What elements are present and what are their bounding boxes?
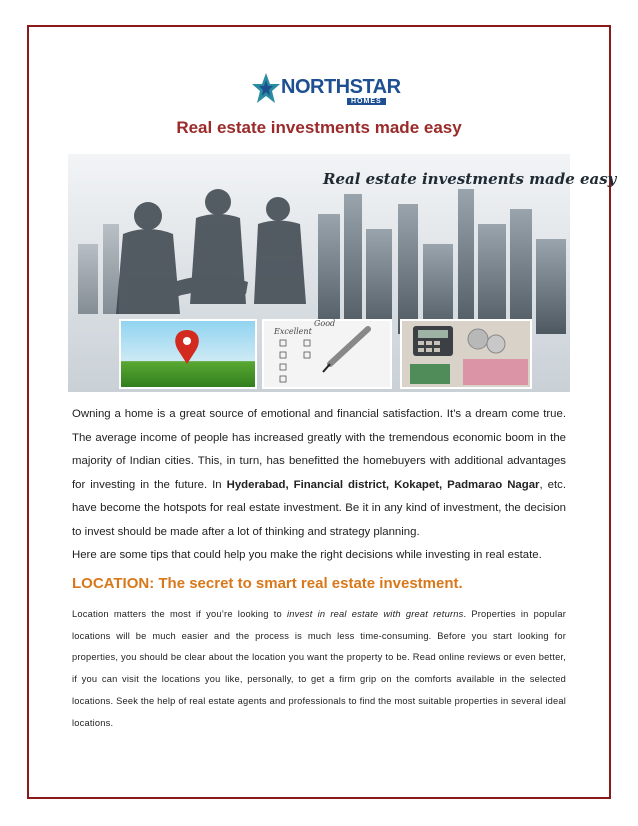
logo-sub: HOMES xyxy=(347,98,386,105)
intro-locations: Hyderabad, Financial district, Kokapet, Padmarao Nagar xyxy=(226,478,540,491)
hero-overlay-text: Real estate investments made easy xyxy=(323,170,617,188)
northstar-logo xyxy=(251,70,401,110)
section-emphasis: invest in real estate with great returns xyxy=(287,609,464,619)
checklist-excellent: Excellent xyxy=(274,327,312,336)
intro-text-a: Owning a home is a great source of emotional and financial satisfaction. It’s a dream come true. The average income of people has increased greatly with the tremendous economic boom in the majority of Indian cities. This, in turn, has benefitted the homebuyers with additional advantages for investing in the future. In xyxy=(72,408,566,491)
page-title: Real estate investments made easy xyxy=(176,118,462,137)
intro-text-b: , etc. have become the hotspots for real estate investment. Be it in any kind of investment, the decision to invest should be made after a lot of thinking and strategy planning. xyxy=(72,478,566,538)
logo-name: NORTHSTAR xyxy=(281,76,401,98)
section-heading: LOCATION: The secret to smart real estate investment. xyxy=(72,575,463,592)
hero-image xyxy=(68,154,617,392)
intro-paragraph xyxy=(72,403,566,544)
section-paragraph xyxy=(72,604,566,734)
star-icon xyxy=(251,72,281,106)
section-text-b: . Properties in popular locations will be much easier and the process is much less time-consuming. Before you start looking for properties, you should be clear about the location you want the property to be. Read online reviews or even better, if you can visit the locations you like, personally, to get a firm grip on the comforts available in the selected locations. Seek the help of real estate agents and professionals to find the most suitable properties in several ideal locations. xyxy=(72,609,566,728)
checklist-good: Good xyxy=(314,319,336,328)
intro-tips: Here are some tips that could help you make the right decisions while investing in real estate. xyxy=(72,549,542,561)
section-text-a: Location matters the most if you’re looking to xyxy=(72,609,288,619)
